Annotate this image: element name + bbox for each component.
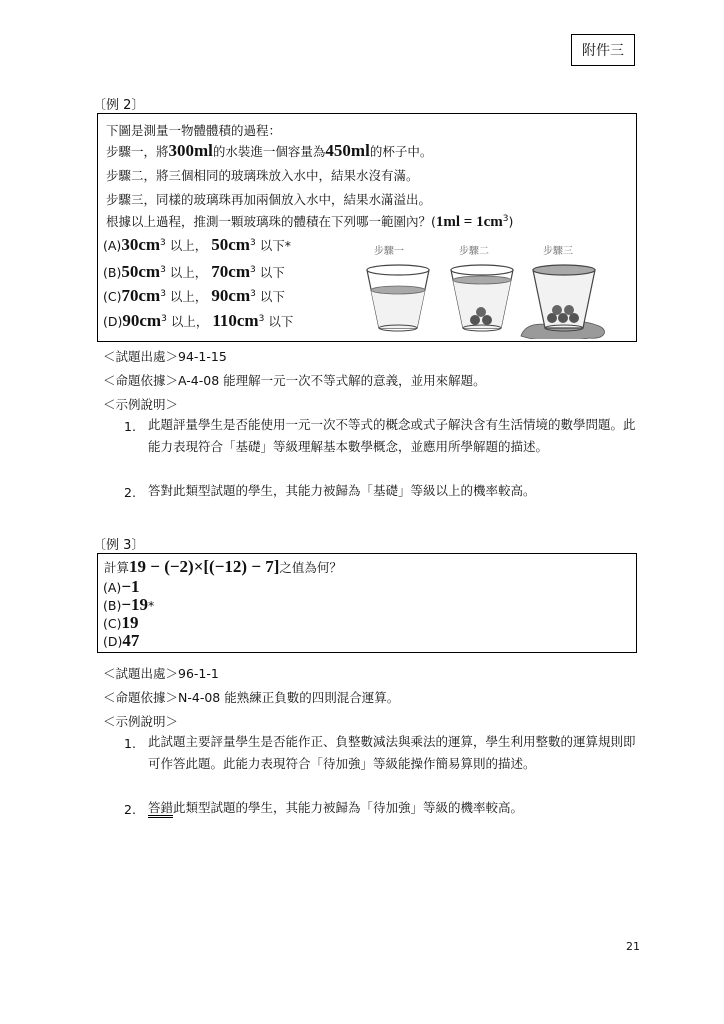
option-b: $(B)50cm^3$ 以上， $70cm^3$ 以下 — [103, 262, 285, 281]
example3-question-box — [97, 553, 637, 653]
example2-explain1-num: 1. — [124, 419, 136, 434]
example3-source: ＜試題出處＞96-1-1 — [103, 666, 219, 681]
example3-basis: ＜命題依據＞N-4-08 能熟練正負數的四則混合運算。 — [103, 690, 400, 705]
example3-explain2-num: 2. — [124, 802, 136, 817]
example2-explain2-text: 答對此類型試題的學生，其能力被歸為「基礎」等級以上的機率較高。 — [148, 483, 536, 498]
figure-step3-label: 步驟三 — [543, 246, 573, 257]
example2-question-box — [97, 113, 637, 342]
example3-explain1-text: 此試題主要評量學生是否能作正、負整數減法與乘法的運算，學生利用整數的運算規則即可作答此題。此能力表現符合「待加強」等級能操作簡易算則的描述。 — [148, 734, 636, 771]
figure-step2-label: 步驟二 — [459, 246, 489, 257]
example2-explain-header: ＜示例說明＞ — [103, 397, 179, 412]
example3-option-d: (D)47 — [103, 631, 140, 650]
page-number: 21 — [626, 940, 640, 953]
option-c: $(C)70cm^3$ 以上， $90cm^3$ 以下 — [103, 286, 285, 305]
step2-text: 步驟二，將三個相同的玻璃珠放入水中，結果水沒有滿。 — [106, 168, 419, 183]
intro-text: 下圖是測量一物體體積的過程： — [106, 123, 282, 138]
example2-explain1-text: 此題評量學生是否能使用一元一次不等式的概念或式子解決含有生活情境的數學問題。此能力表現符合「基礎」等級理解基本數學概念，並應用所學解題的描述。 — [148, 417, 636, 454]
cup-step2 — [451, 265, 513, 331]
example3-question: 計算19 − (−2)×[(−12) − 7]之值為何？ — [104, 557, 342, 576]
wrong-answer-emphasis: 答錯 — [148, 800, 173, 818]
step1-text: 步驟一，將300ml的水裝進一個容量為450ml的杯子中。 — [106, 141, 433, 160]
attachment-label: 附件三 — [571, 34, 635, 66]
example2-explain2-num: 2. — [124, 485, 136, 500]
example2-label: 〔例 2〕 — [93, 98, 145, 113]
example3-explain1-num: 1. — [124, 736, 136, 751]
figure-step1-label: 步驟一 — [374, 246, 404, 257]
option-a: $(A)30cm^3$ 以上， $50cm^3$ 以下* — [103, 235, 291, 254]
example3-option-c: (C)19 — [103, 613, 139, 632]
example3-option-a: (A)−1 — [103, 577, 140, 596]
question-text: 根據以上過程，推測一顆玻璃珠的體積在下列哪一範圍內？$(1ml = 1cm^3)$ — [106, 213, 514, 230]
cup-step1 — [367, 265, 429, 331]
option-d: $(D)90cm^3$ 以上， $110cm^3$ 以下 — [103, 311, 294, 330]
step3-text: 步驟三，同樣的玻璃珠再加兩個放入水中，結果水滿溢出。 — [106, 192, 432, 207]
example2-source: ＜試題出處＞94-1-15 — [103, 349, 227, 364]
example2-basis: ＜命題依據＞A-4-08 能理解一元一次不等式解的意義，並用來解題。 — [103, 373, 486, 388]
example3-explain-header: ＜示例說明＞ — [103, 714, 179, 729]
example3-option-b: (B)−19* — [103, 595, 155, 614]
example3-explain2-text: 答錯此類型試題的學生，其能力被歸為「待加強」等級的機率較高。 — [148, 797, 638, 819]
example3-label: 〔例 3〕 — [93, 538, 145, 553]
cup-step3 — [521, 265, 604, 339]
measurement-figure — [353, 254, 623, 339]
